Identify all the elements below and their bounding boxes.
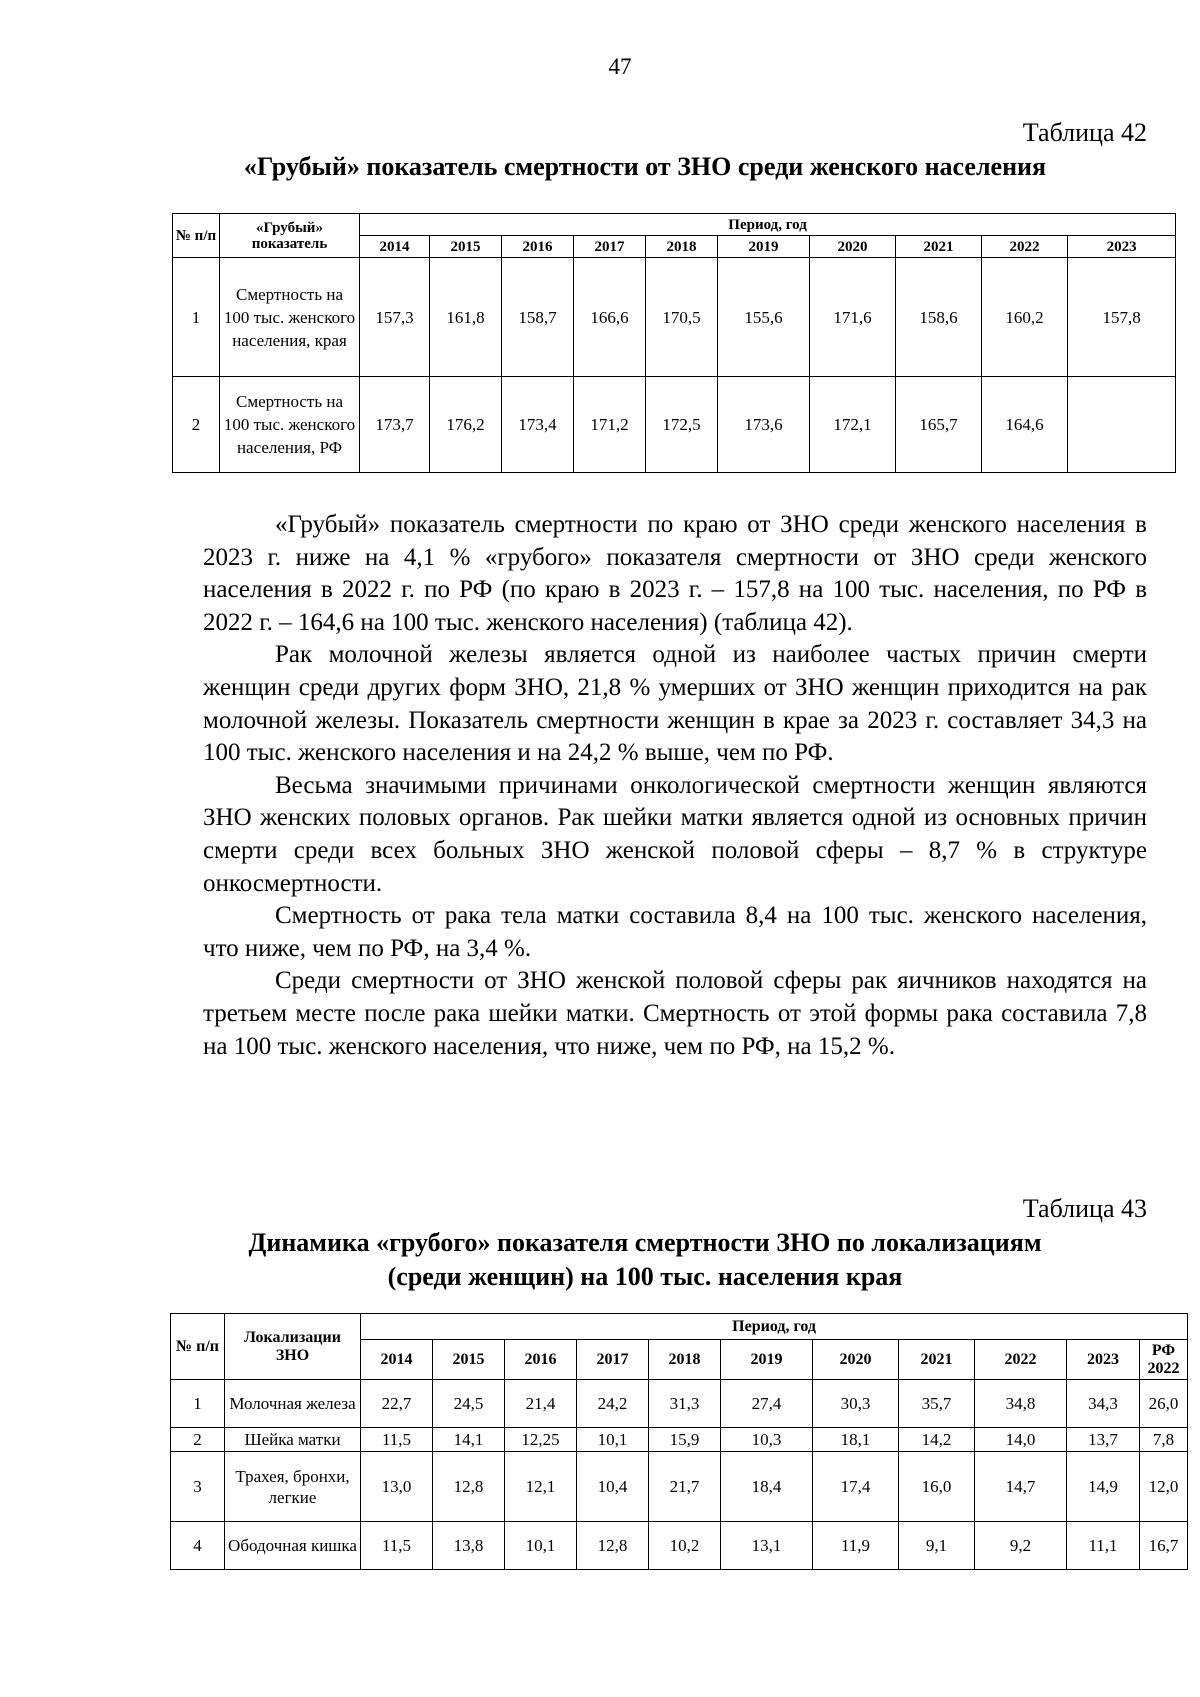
cell-value: 158,7: [502, 258, 574, 377]
table43-header-localization: Локализации ЗНО: [225, 1314, 361, 1380]
paragraph: «Грубый» показатель смертности по краю от ЗНО среди женского населения в 2023 г. ниже на 4,1 % «грубого» показателя смертности от ЗНО среди женского населения в 2022 г. по РФ (по краю в 2023 г. – 157,8 на 100 тыс. населения, по РФ в 2022 г. – 164,6 на 100 тыс. женского населения) (таблица 42).: [203, 511, 1147, 636]
table42-header-period: Период, год: [360, 214, 1176, 236]
paragraph: Среди смертности от ЗНО женской половой сферы рак яичников находятся на третьем месте после рака шейки матки. Смертность от этой формы рака составила 7,8 на 100 тыс. женского населения, что ниже, чем по РФ, на 15,2 %.: [203, 967, 1147, 1060]
table43-year: 2019: [721, 1340, 813, 1380]
row-num: 2: [173, 377, 220, 473]
cell-value: 158,6: [896, 258, 982, 377]
cell-value: 13,0: [361, 1452, 433, 1522]
cell-value: 16,7: [1140, 1522, 1188, 1570]
row-label: Смертность на 100 тыс. женского населения, края: [220, 258, 360, 377]
paragraph: Рак молочной железы является одной из наиболее частых причин смерти женщин среди других форм ЗНО, 21,8 % умерших от ЗНО женщин приходится на рак молочной железы. Показатель смертности женщин в крае за 2023 г. составляет 34,3 на 100 тыс. женского населения и на 24,2 % выше, чем по РФ.: [203, 641, 1147, 767]
table42-year: 2018: [646, 236, 718, 258]
table43-label: Таблица 43: [1022, 1194, 1147, 1223]
table42-title: «Грубый» показатель смертности от ЗНО среди женского населения: [243, 152, 1047, 181]
cell-value: 10,2: [649, 1522, 721, 1570]
table42: [172, 213, 1176, 473]
cell-value: 157,3: [360, 258, 430, 377]
table42-year: 2016: [502, 236, 574, 258]
cell-value: 171,2: [574, 377, 646, 473]
cell-value: 11,1: [1067, 1522, 1140, 1570]
cell-value: 176,2: [430, 377, 502, 473]
table42-year: 2019: [718, 236, 810, 258]
cell-value: 12,0: [1140, 1452, 1188, 1522]
cell-value: 12,8: [433, 1452, 505, 1522]
cell-value: 18,4: [721, 1452, 813, 1522]
cell-value: 173,6: [718, 377, 810, 473]
table43-year: 2020: [813, 1340, 899, 1380]
cell-value: 26,0: [1140, 1380, 1188, 1428]
cell-value: 172,5: [646, 377, 718, 473]
table42-year: 2014: [360, 236, 430, 258]
cell-value: 12,1: [505, 1452, 577, 1522]
table43-year: 2017: [577, 1340, 649, 1380]
row-num: 1: [171, 1380, 225, 1428]
row-label: Ободочная кишка: [225, 1522, 361, 1570]
cell-value: 157,8: [1068, 258, 1176, 377]
table43-title-line2: (среди женщин) на 100 тыс. населения края: [387, 1262, 903, 1291]
cell-value: 160,2: [982, 258, 1068, 377]
row-label: Трахея, бронхи, легкие: [225, 1452, 361, 1522]
table43-year: 2015: [433, 1340, 505, 1380]
cell-value: 30,3: [813, 1380, 899, 1428]
table-row: [171, 1380, 1188, 1428]
cell-value: 17,4: [813, 1452, 899, 1522]
body-text: [203, 509, 1147, 1063]
cell-value: 10,1: [505, 1522, 577, 1570]
paragraph: Смертность от рака тела матки составила 8,4 на 100 тыс. женского населения, что ниже, чем по РФ, на 3,4 %.: [203, 902, 1147, 962]
cell-value: 16,0: [899, 1452, 975, 1522]
table43-year: 2021: [899, 1340, 975, 1380]
row-label: Смертность на 100 тыс. женского населения, РФ: [220, 377, 360, 473]
table42-year: 2017: [574, 236, 646, 258]
cell-value: 10,4: [577, 1452, 649, 1522]
table42-year: 2021: [896, 236, 982, 258]
cell-value: 11,9: [813, 1522, 899, 1570]
cell-value: 14,2: [899, 1428, 975, 1452]
table42-year: 2022: [982, 236, 1068, 258]
cell-value: 13,8: [433, 1522, 505, 1570]
table43-year: 2016: [505, 1340, 577, 1380]
cell-value: 173,4: [502, 377, 574, 473]
cell-value: 31,3: [649, 1380, 721, 1428]
cell-value: 24,2: [577, 1380, 649, 1428]
cell-value: 21,7: [649, 1452, 721, 1522]
table-row: [171, 1522, 1188, 1570]
cell-value: 24,5: [433, 1380, 505, 1428]
row-num: 4: [171, 1522, 225, 1570]
cell-value: 21,4: [505, 1380, 577, 1428]
cell-value: 9,1: [899, 1522, 975, 1570]
cell-value: 13,7: [1067, 1428, 1140, 1452]
table43-header-rf: РФ 2022: [1140, 1340, 1188, 1380]
row-num: 2: [171, 1428, 225, 1452]
table43: [170, 1313, 1188, 1570]
cell-value: 14,1: [433, 1428, 505, 1452]
cell-value: 14,9: [1067, 1452, 1140, 1522]
cell-value: 34,8: [975, 1380, 1067, 1428]
table43-title-line1: Динамика «грубого» показателя смертности ЗНО по локализациям: [248, 1228, 1042, 1257]
table43-year: 2014: [361, 1340, 433, 1380]
cell-value: [1068, 377, 1176, 473]
page-number: 47: [608, 54, 632, 79]
cell-value: 170,5: [646, 258, 718, 377]
cell-value: 166,6: [574, 258, 646, 377]
table42-year: 2015: [430, 236, 502, 258]
table43-header-period: Период, год: [361, 1314, 1188, 1340]
cell-value: 155,6: [718, 258, 810, 377]
cell-value: 12,8: [577, 1522, 649, 1570]
table42-header-num: № п/п: [173, 214, 220, 258]
paragraph: Весьма значимыми причинами онкологической смертности женщин являются ЗНО женских половых органов. Рак шейки матки является одной из основных причин смерти среди всех больных ЗНО женской половой сферы – 8,7 % в структуре онкосмертности.: [203, 771, 1147, 897]
table42-label: Таблица 42: [1022, 118, 1147, 147]
table-row: [173, 258, 1176, 377]
table-row: [173, 377, 1176, 473]
table-row: [171, 1428, 1188, 1452]
cell-value: 10,3: [721, 1428, 813, 1452]
cell-value: 11,5: [361, 1428, 433, 1452]
cell-value: 161,8: [430, 258, 502, 377]
table43-year: 2022: [975, 1340, 1067, 1380]
table43-year: 2023: [1067, 1340, 1140, 1380]
table42-header-indicator: «Грубый» показатель: [220, 214, 360, 258]
table43-header-num: № п/п: [171, 1314, 225, 1380]
cell-value: 7,8: [1140, 1428, 1188, 1452]
row-num: 1: [173, 258, 220, 377]
row-num: 3: [171, 1452, 225, 1522]
table-row: [171, 1452, 1188, 1522]
cell-value: 10,1: [577, 1428, 649, 1452]
cell-value: 35,7: [899, 1380, 975, 1428]
cell-value: 34,3: [1067, 1380, 1140, 1428]
row-label: Молочная железа: [225, 1380, 361, 1428]
row-label: Шейка матки: [225, 1428, 361, 1452]
cell-value: 164,6: [982, 377, 1068, 473]
cell-value: 18,1: [813, 1428, 899, 1452]
cell-value: 165,7: [896, 377, 982, 473]
table43-year: 2018: [649, 1340, 721, 1380]
cell-value: 14,7: [975, 1452, 1067, 1522]
cell-value: 171,6: [810, 258, 896, 377]
cell-value: 12,25: [505, 1428, 577, 1452]
cell-value: 27,4: [721, 1380, 813, 1428]
cell-value: 22,7: [361, 1380, 433, 1428]
cell-value: 9,2: [975, 1522, 1067, 1570]
cell-value: 13,1: [721, 1522, 813, 1570]
cell-value: 172,1: [810, 377, 896, 473]
cell-value: 173,7: [360, 377, 430, 473]
cell-value: 14,0: [975, 1428, 1067, 1452]
table42-year: 2020: [810, 236, 896, 258]
cell-value: 15,9: [649, 1428, 721, 1452]
cell-value: 11,5: [361, 1522, 433, 1570]
table42-year: 2023: [1068, 236, 1176, 258]
